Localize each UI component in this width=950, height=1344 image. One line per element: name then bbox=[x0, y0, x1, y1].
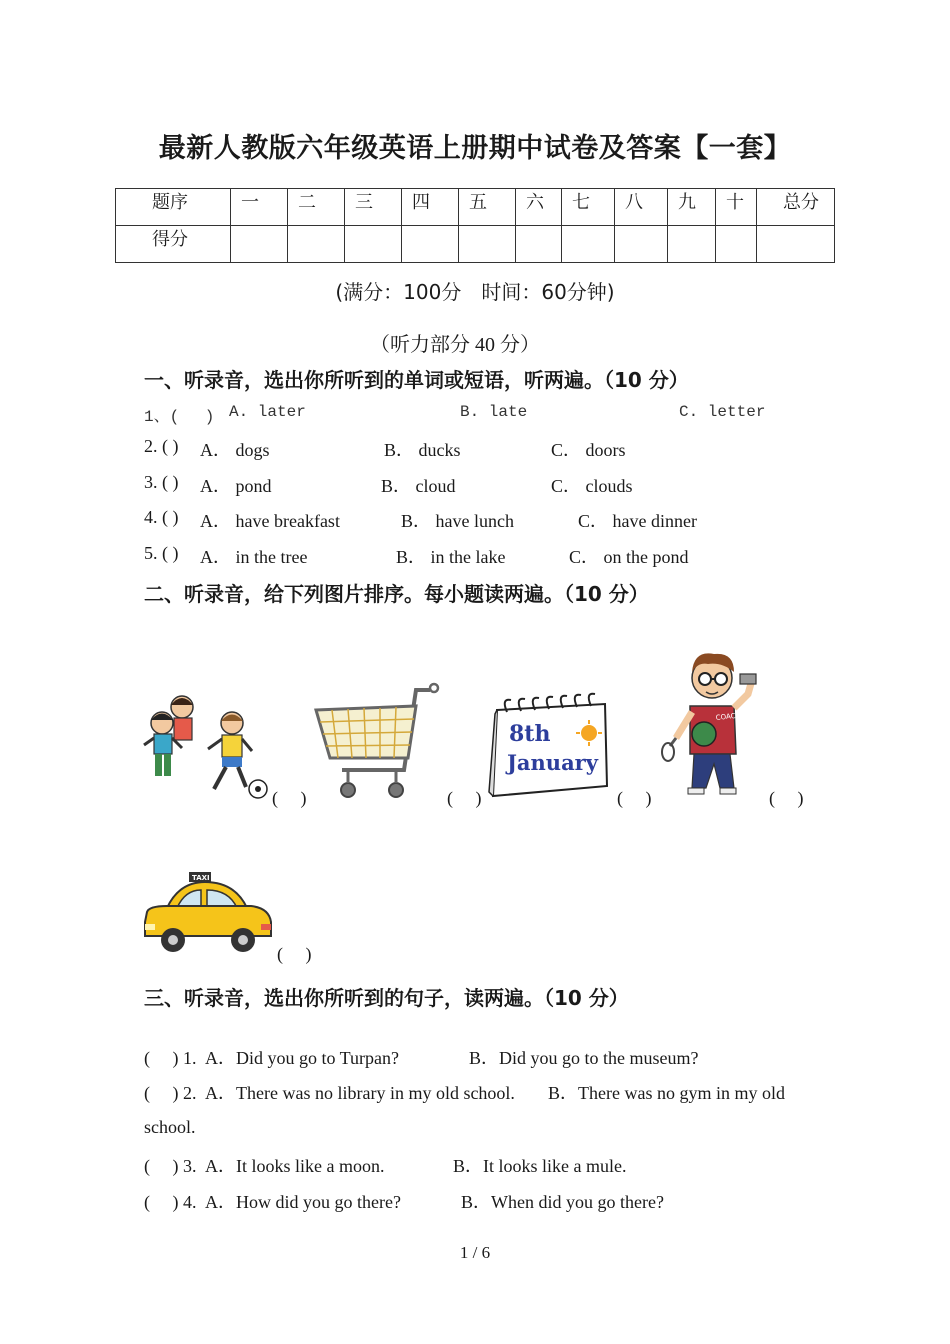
score-table-header-row bbox=[116, 189, 835, 226]
score-header-cell: 六 bbox=[516, 189, 562, 226]
s3-q4-number: ( ) 4. bbox=[144, 1192, 197, 1212]
calendar-day: 8th bbox=[509, 721, 551, 747]
calendar-image bbox=[487, 696, 611, 800]
page-number: 1 / 6 bbox=[459, 1243, 491, 1262]
score-header-cell: 十 bbox=[716, 189, 757, 226]
taxi-sign: TAXI bbox=[192, 874, 210, 882]
score-header-cell: 四 bbox=[402, 189, 459, 226]
q2-option-b: B． ducks bbox=[384, 440, 461, 460]
score-cell[interactable] bbox=[757, 226, 835, 263]
score-cell[interactable] bbox=[345, 226, 402, 263]
q1-option-b: B. late bbox=[460, 403, 528, 421]
q3-option-a: A． pond bbox=[200, 476, 272, 496]
q3-number: 3. ( ) bbox=[144, 472, 179, 492]
s3-q3-number: ( ) 3. bbox=[144, 1156, 197, 1176]
q5-option-c: C． on the pond bbox=[569, 547, 689, 567]
page-title: 最新人教版六年级英语上册期中试卷及答案【一套】 bbox=[158, 133, 792, 164]
q5-option-b: B． in the lake bbox=[396, 547, 506, 567]
q3-option-c: C． clouds bbox=[551, 476, 633, 496]
answer-paren-2[interactable]: ( ) bbox=[447, 788, 482, 808]
score-header-cell: 一 bbox=[231, 189, 288, 226]
score-header-cell: 七 bbox=[562, 189, 615, 226]
score-cell[interactable] bbox=[231, 226, 288, 263]
s3-q2-continuation: school. bbox=[144, 1117, 196, 1137]
q2-option-c: C． doors bbox=[551, 440, 626, 460]
score-header-cell: 题序 bbox=[116, 189, 231, 226]
answer-paren-4[interactable]: ( ) bbox=[769, 788, 804, 808]
q4-option-b: B． have lunch bbox=[401, 511, 514, 531]
exam-info: (满分：100分 时间：60分钟) bbox=[335, 280, 615, 304]
s3-q2-option-b: B．There was no gym in my old bbox=[548, 1083, 785, 1103]
score-header-cell: 九 bbox=[668, 189, 716, 226]
kids-playing-football-image bbox=[142, 693, 272, 803]
score-cell[interactable] bbox=[716, 226, 757, 263]
s3-q1-number: ( ) 1. bbox=[144, 1048, 197, 1068]
section1-heading: 一、听录音，选出你所听到的单词或短语，听两遍。（10 分） bbox=[144, 368, 689, 392]
score-table bbox=[115, 188, 835, 263]
score-cell[interactable] bbox=[516, 226, 562, 263]
score-header-cell: 三 bbox=[345, 189, 402, 226]
s3-q4-option-b: B．When did you go there? bbox=[461, 1192, 664, 1212]
q4-number: 4. ( ) bbox=[144, 507, 179, 527]
q5-option-a: A． in the tree bbox=[200, 547, 308, 567]
q5-number: 5. ( ) bbox=[144, 543, 179, 563]
s3-q1-option-b: B．Did you go to the museum? bbox=[469, 1048, 699, 1068]
s3-q3-option-a: A．It looks like a moon. bbox=[205, 1156, 385, 1176]
taxi-image bbox=[143, 872, 273, 956]
score-header-cell: 五 bbox=[459, 189, 516, 226]
score-table-score-row bbox=[116, 226, 835, 263]
score-cell[interactable] bbox=[615, 226, 668, 263]
s3-q4-option-a: A．How did you go there? bbox=[205, 1192, 401, 1212]
calendar-month: January bbox=[507, 750, 598, 775]
score-cell[interactable] bbox=[288, 226, 345, 263]
q1-option-a: A. later bbox=[229, 403, 306, 421]
shopping-cart-image bbox=[312, 680, 444, 802]
score-row-label: 得分 bbox=[116, 226, 231, 263]
s3-q2-option-a: A．There was no library in my old school. bbox=[205, 1083, 515, 1103]
answer-paren-1[interactable]: ( ) bbox=[272, 788, 307, 808]
answer-paren-5[interactable]: ( ) bbox=[277, 944, 312, 964]
score-header-cell: 二 bbox=[288, 189, 345, 226]
answer-paren-3[interactable]: ( ) bbox=[617, 788, 652, 808]
score-cell[interactable] bbox=[459, 226, 516, 263]
score-cell[interactable] bbox=[562, 226, 615, 263]
score-cell[interactable] bbox=[402, 226, 459, 263]
q4-option-a: A． have breakfast bbox=[200, 511, 340, 531]
q2-option-a: A． dogs bbox=[200, 440, 270, 460]
score-header-cell: 八 bbox=[615, 189, 668, 226]
s3-q2-number: ( ) 2. bbox=[144, 1083, 197, 1103]
s3-q3-option-b: B．It looks like a mule. bbox=[453, 1156, 627, 1176]
score-cell[interactable] bbox=[668, 226, 716, 263]
q1-number: 1、( ) bbox=[144, 408, 215, 426]
s3-q1-option-a: A．Did you go to Turpan? bbox=[205, 1048, 400, 1068]
listening-part-label: （听力部分 40 分） bbox=[370, 334, 540, 356]
section3-heading: 三、听录音，选出你所听到的句子，读两遍。（10 分） bbox=[144, 986, 629, 1010]
coach-image bbox=[662, 650, 766, 800]
q4-option-c: C． have dinner bbox=[578, 511, 697, 531]
q1-option-c: C. letter bbox=[679, 403, 766, 421]
q3-option-b: B． cloud bbox=[381, 476, 456, 496]
q2-number: 2. ( ) bbox=[144, 436, 179, 456]
coach-shirt-label: COACH bbox=[715, 711, 742, 722]
score-header-cell: 总分 bbox=[757, 189, 835, 226]
section2-heading: 二、听录音，给下列图片排序。每小题读两遍。（10 分） bbox=[144, 582, 649, 606]
